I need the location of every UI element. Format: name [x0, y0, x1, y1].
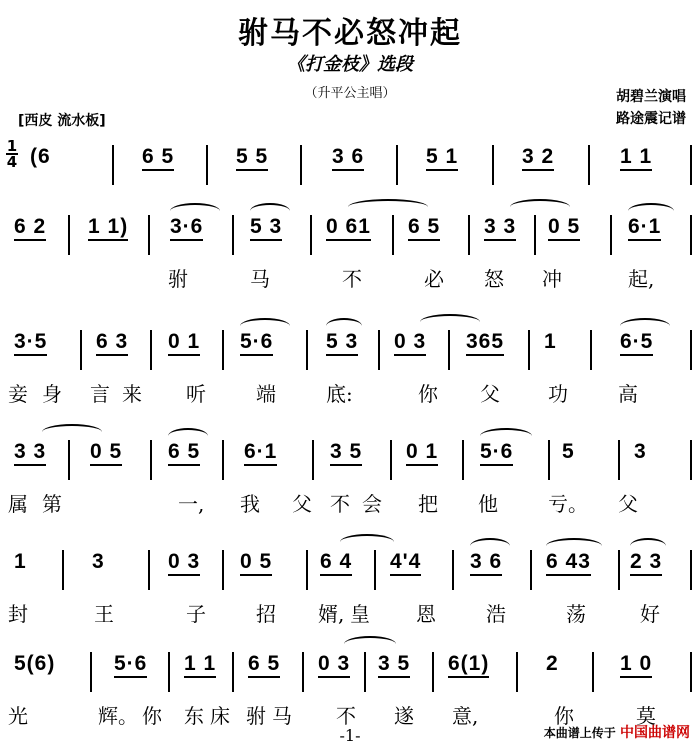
measure-notes: 0 1 — [168, 330, 200, 356]
measure-notes: 2 — [546, 652, 559, 675]
measure-notes: 3 — [634, 440, 647, 463]
barline — [150, 330, 152, 370]
barline — [690, 145, 692, 185]
lyric-char: 亏。 — [548, 492, 588, 516]
lyric-char: 恩 — [416, 602, 436, 626]
barline — [206, 145, 208, 185]
measure-notes: 6 5 — [248, 652, 280, 678]
barline — [690, 550, 692, 590]
lyric-char: 父 — [292, 492, 312, 516]
lyric-char: 驸 — [246, 704, 266, 728]
barline — [618, 550, 620, 590]
barline — [374, 550, 376, 590]
barline — [112, 145, 114, 185]
lyric-char: 你 — [142, 704, 162, 728]
lyric-char: 婿, — [318, 602, 345, 626]
lyric-char: 我 — [240, 492, 260, 516]
measure-notes: 3·5 — [14, 330, 47, 356]
barline — [312, 440, 314, 480]
measure-notes: 0 1 — [406, 440, 438, 466]
singer-credit: 胡碧兰演唱 — [616, 89, 686, 105]
source-credit — [544, 722, 690, 742]
barline — [222, 550, 224, 590]
measure-notes: 0 61 — [326, 215, 371, 241]
lyric-char: 招 — [256, 602, 276, 626]
measure-notes: 3 6 — [470, 550, 502, 576]
measure-notes: 3 6 — [332, 145, 364, 171]
lyric-char: 他 — [478, 492, 498, 516]
barline — [690, 652, 692, 692]
barline — [516, 652, 518, 692]
lyric-char: 不 — [336, 704, 356, 728]
tie-mark — [344, 636, 396, 652]
lyric-char: 你 — [554, 704, 574, 728]
lyric-char: 起, — [628, 267, 655, 291]
transcriber-credit: 路途震记谱 — [616, 111, 686, 127]
barline — [548, 440, 550, 480]
measure-notes: 6·1 — [244, 440, 277, 466]
lyric-char: 第 — [42, 492, 62, 516]
barline — [534, 215, 536, 255]
tie-mark — [510, 199, 570, 215]
measure-notes: 5 5 — [236, 145, 268, 171]
lyric-char: 马 — [250, 267, 270, 291]
tie-mark — [340, 534, 394, 550]
measure-notes: 6 2 — [14, 215, 46, 241]
measure-notes: 3 3 — [14, 440, 46, 466]
lyric-char: 王 — [94, 602, 114, 626]
barline — [592, 652, 594, 692]
tie-mark — [420, 314, 480, 330]
time-signature: 1 4 — [6, 137, 18, 171]
lyric-char: 来 — [122, 382, 142, 406]
measure-notes: 1 — [544, 330, 557, 353]
lyric-char: 浩 — [486, 602, 506, 626]
lyric-char: 言 — [90, 382, 110, 406]
barline — [168, 652, 170, 692]
lyric-char: 好 — [640, 602, 660, 626]
lyric-char: 听 — [186, 382, 206, 406]
lyric-char: 意, — [452, 704, 479, 728]
barline — [306, 330, 308, 370]
measure-notes: 0 3 — [168, 550, 200, 576]
measure-notes: 6·1 — [628, 215, 661, 241]
measure-notes: 6·5 — [620, 330, 653, 356]
measure-notes: 5·6 — [114, 652, 147, 678]
lyric-char: 不 — [342, 267, 362, 291]
lyric-char: 底: — [326, 382, 353, 406]
barline — [150, 440, 152, 480]
measure-notes: 1 — [14, 550, 27, 573]
lyric-char: 皇 — [350, 602, 370, 626]
score-row — [0, 642, 700, 732]
measure-notes: 5 3 — [326, 330, 358, 356]
lyric-char: 妾 — [8, 382, 28, 406]
measure-notes: 5 3 — [250, 215, 282, 241]
barline — [588, 145, 590, 185]
barline — [232, 215, 234, 255]
measure-notes: 6(1) — [448, 652, 489, 678]
barline — [530, 550, 532, 590]
lyric-char: 端 — [256, 382, 276, 406]
barline — [378, 330, 380, 370]
measure-notes: 5 — [562, 440, 575, 463]
lyric-char: 高 — [618, 382, 638, 406]
lyric-char: 身 — [42, 382, 62, 406]
barline — [690, 330, 692, 370]
measure-notes: 5(6) — [14, 652, 56, 675]
measure-notes: 1 1) — [88, 215, 128, 241]
measure-notes: 3 3 — [484, 215, 516, 241]
measure-notes: 3 5 — [378, 652, 410, 678]
measure-notes: 4'4 — [390, 550, 421, 576]
measure-notes: 365 — [466, 330, 504, 356]
measure-notes: 6 43 — [546, 550, 591, 576]
barline — [222, 330, 224, 370]
barline — [62, 550, 64, 590]
measure-notes: 6 4 — [320, 550, 352, 576]
barline — [68, 440, 70, 480]
barline — [222, 440, 224, 480]
barline — [690, 215, 692, 255]
score-row — [0, 540, 700, 630]
measure-notes: 0 3 — [394, 330, 426, 356]
subtitle: 《打金枝》选段 — [287, 54, 413, 75]
barline — [232, 652, 234, 692]
lyric-char: 怒 — [484, 267, 504, 291]
source-label: 本曲谱上传于 — [543, 726, 616, 740]
lyric-char: 床 — [210, 704, 230, 728]
lyric-char: 封 — [8, 602, 28, 626]
score-row — [0, 430, 700, 520]
barline — [468, 215, 470, 255]
barline — [300, 145, 302, 185]
lyric-char: 一, — [178, 492, 205, 516]
lyric-char: 莫 — [636, 704, 656, 728]
measure-notes: 0 5 — [90, 440, 122, 466]
source-site-logo[interactable]: 中国曲谱网 — [620, 725, 690, 741]
barline — [90, 652, 92, 692]
score-row — [0, 320, 700, 410]
lyric-char: 辉。 — [98, 704, 138, 728]
measure-notes: 0 3 — [318, 652, 350, 678]
lyric-char: 属 — [8, 492, 28, 516]
barline — [310, 215, 312, 255]
measure-notes: 1 1 — [620, 145, 652, 171]
barline — [148, 550, 150, 590]
barline — [148, 215, 150, 255]
barline — [392, 215, 394, 255]
barline — [68, 215, 70, 255]
lyric-char: 光 — [8, 704, 28, 728]
barline — [690, 440, 692, 480]
measure-notes: 1 0 — [620, 652, 652, 678]
lyric-char: 冲 — [542, 267, 562, 291]
lyric-char: 把 — [418, 492, 438, 516]
measure-notes: 3 2 — [522, 145, 554, 171]
lyric-char: 会 — [362, 492, 382, 516]
lyric-char: 功 — [548, 382, 568, 406]
lyric-char: 东 — [184, 704, 204, 728]
barline — [452, 550, 454, 590]
barline — [618, 440, 620, 480]
score-row — [0, 205, 700, 295]
tempo-marking: [西皮 流水板] — [18, 113, 106, 129]
page-title: 驸马不必怒冲起 — [238, 16, 462, 51]
measure-notes: 3·6 — [170, 215, 203, 241]
barline — [528, 330, 530, 370]
measure-notes: 2 3 — [630, 550, 662, 576]
barline — [364, 652, 366, 692]
barline — [80, 330, 82, 370]
measure-notes: 3 — [92, 550, 105, 573]
lyric-char: 必 — [424, 267, 444, 291]
measure-notes: 6 5 — [168, 440, 200, 466]
barline — [448, 330, 450, 370]
measure-notes: (6 — [30, 145, 51, 168]
measure-notes: 5·6 — [240, 330, 273, 356]
lyric-char: 荡 — [566, 602, 586, 626]
lyric-char: 父 — [480, 382, 500, 406]
measure-notes: 0 5 — [548, 215, 580, 241]
page-number: -1- — [339, 726, 361, 745]
barline — [432, 652, 434, 692]
lyric-char: 子 — [186, 602, 206, 626]
barline — [302, 652, 304, 692]
tie-mark — [348, 199, 428, 215]
lyric-char: 父 — [618, 492, 638, 516]
measure-notes: 6 5 — [142, 145, 174, 171]
barline — [590, 330, 592, 370]
measure-notes: 5 1 — [426, 145, 458, 171]
lyric-char: 马 — [272, 704, 292, 728]
lyric-char: 你 — [418, 382, 438, 406]
measure-notes: 0 5 — [240, 550, 272, 576]
measure-notes: 6 3 — [96, 330, 128, 356]
tie-mark — [42, 424, 102, 440]
lyric-char: 不 — [330, 492, 350, 516]
measure-notes: 5·6 — [480, 440, 513, 466]
role-label: （升平公主唱） — [304, 86, 396, 101]
barline — [306, 550, 308, 590]
barline — [610, 215, 612, 255]
measure-notes: 3 5 — [330, 440, 362, 466]
barline — [462, 440, 464, 480]
barline — [396, 145, 398, 185]
lyric-char: 遂 — [394, 704, 414, 728]
measure-notes: 6 5 — [408, 215, 440, 241]
lyric-char: 驸 — [168, 267, 188, 291]
barline — [492, 145, 494, 185]
measure-notes: 1 1 — [184, 652, 216, 678]
barline — [390, 440, 392, 480]
